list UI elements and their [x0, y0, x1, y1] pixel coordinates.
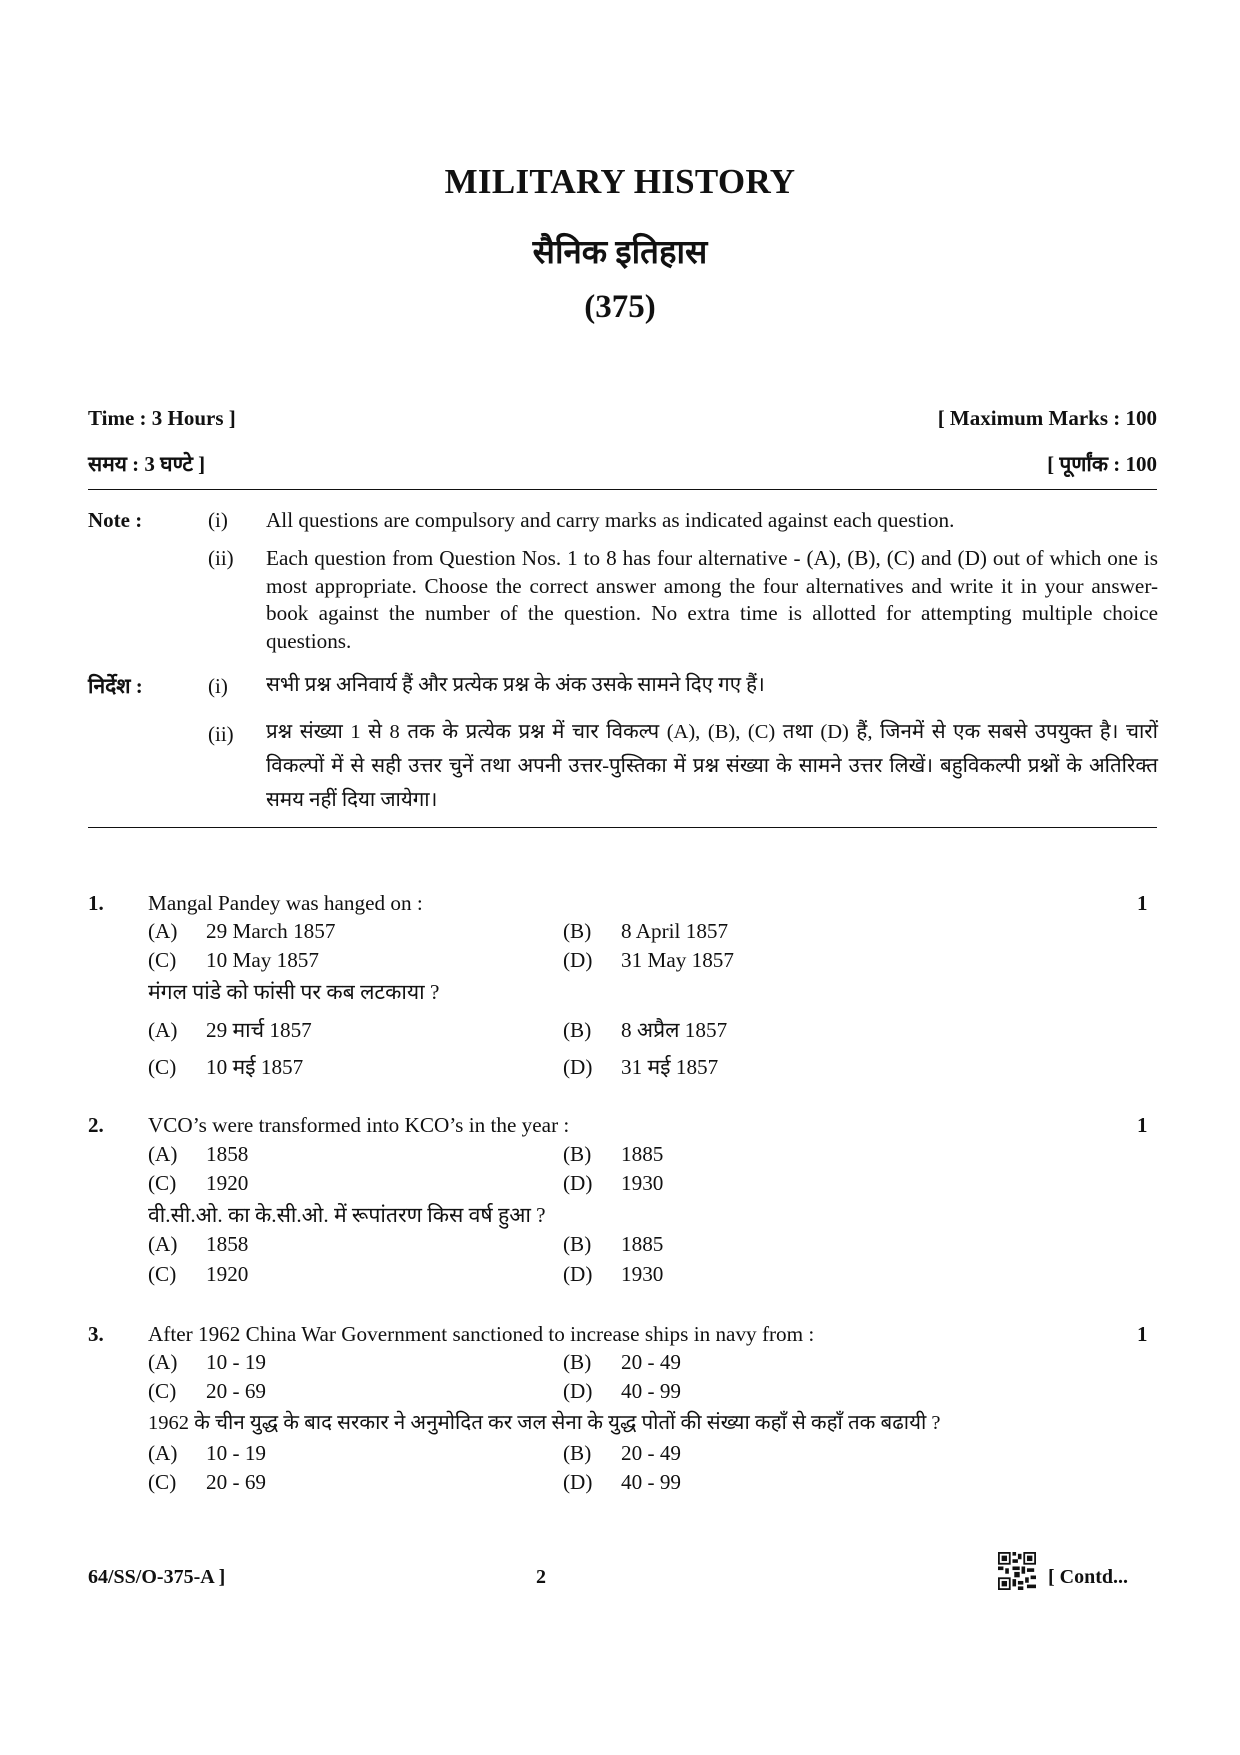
option-c	[148, 948, 319, 973]
option-text: 20 - 69	[206, 1470, 267, 1494]
option-label: (C)	[148, 1470, 177, 1494]
option-text: 29 March 1857	[206, 919, 336, 943]
option-label: (C)	[148, 948, 177, 972]
option-d	[563, 1470, 681, 1495]
option-text: 20 - 49	[621, 1350, 682, 1374]
option-c	[148, 1379, 266, 1404]
option-a	[148, 1441, 266, 1466]
option-label: (A)	[148, 1142, 178, 1166]
option-b	[563, 1142, 663, 1167]
question-text-hindi: वी.सी.ओ. का के.सी.ओ. में रूपांतरण किस वर्ष हुआ ?	[148, 1203, 546, 1227]
option-text: 1885	[621, 1232, 664, 1256]
option-c	[148, 1262, 248, 1287]
notes-divider	[88, 827, 1157, 828]
note-text: All questions are compulsory and carry marks as indicated against each question.	[266, 508, 955, 532]
option-text: 8 अप्रैल 1857	[621, 1018, 728, 1042]
question-number: 1.	[88, 891, 104, 915]
option-text: 31 मई 1857	[621, 1055, 719, 1079]
option-text: 20 - 49	[621, 1441, 682, 1465]
option-b	[563, 1350, 681, 1375]
option-c	[148, 1171, 248, 1196]
question-marks: 1	[1137, 891, 1148, 915]
option-label: (D)	[563, 1262, 593, 1286]
question-marks: 1	[1137, 1322, 1148, 1346]
option-a	[148, 919, 335, 944]
option-text: 1885	[621, 1142, 664, 1166]
option-label: (D)	[563, 1055, 593, 1079]
option-text: 31 May 1857	[621, 948, 734, 972]
time-english: Time : 3 Hours ]	[88, 406, 236, 430]
option-label: (A)	[148, 1232, 178, 1256]
option-text: 1920	[206, 1262, 249, 1286]
option-b	[563, 1015, 727, 1044]
option-c	[148, 1470, 266, 1495]
option-d	[563, 1171, 663, 1196]
option-d	[563, 1262, 663, 1287]
qr-code-icon	[998, 1552, 1036, 1590]
note-num: (i)	[208, 508, 228, 532]
option-label: (A)	[148, 1441, 178, 1465]
question-number: 3.	[88, 1322, 104, 1346]
option-text: 10 - 19	[206, 1441, 267, 1465]
max-marks-hindi: [ पूर्णांक : 100	[1047, 452, 1157, 476]
option-label: (C)	[148, 1379, 177, 1403]
max-marks-english: [ Maximum Marks : 100	[937, 406, 1157, 430]
option-text: 10 May 1857	[206, 948, 319, 972]
option-a	[148, 1350, 266, 1375]
note-num: (ii)	[208, 546, 234, 570]
option-text: 29 मार्च 1857	[206, 1018, 312, 1042]
option-label: (D)	[563, 1171, 593, 1195]
option-text: 1858	[206, 1232, 249, 1256]
option-label: (B)	[563, 1350, 592, 1374]
option-d	[563, 1379, 681, 1404]
question-number: 2.	[88, 1113, 104, 1137]
option-label: (B)	[563, 1142, 592, 1166]
option-text: 8 April 1857	[621, 919, 729, 943]
option-label: (A)	[148, 1018, 178, 1042]
note-label-english: Note :	[88, 508, 143, 532]
option-text: 1930	[621, 1262, 664, 1286]
question-text-english: VCO’s were transformed into KCO’s in the year :	[148, 1113, 570, 1137]
option-label: (D)	[563, 1470, 593, 1494]
time-hindi: समय : 3 घण्टे ]	[88, 452, 206, 476]
option-c	[148, 1052, 303, 1081]
note-label-hindi: निर्देश :	[88, 674, 143, 698]
option-label: (D)	[563, 948, 593, 972]
question-marks: 1	[1137, 1113, 1148, 1137]
option-text: 40 - 99	[621, 1379, 682, 1403]
option-text: 20 - 69	[206, 1379, 267, 1403]
option-text: 1930	[621, 1171, 664, 1195]
footer-page-number: 2	[536, 1566, 546, 1588]
note-num: (i)	[208, 674, 228, 698]
option-text: 10 मई 1857	[206, 1055, 304, 1079]
option-text: 1920	[206, 1171, 249, 1195]
question-text-english: After 1962 China War Government sanctioned to increase ships in navy from :	[148, 1322, 815, 1346]
option-a	[148, 1142, 248, 1167]
option-a	[148, 1015, 312, 1044]
option-label: (B)	[563, 1441, 592, 1465]
option-label: (A)	[148, 919, 178, 943]
question-text-hindi: 1962 के चीन युद्ध के बाद सरकार ने अनुमोदित कर जल सेना के युद्ध पोतों की संख्या कहाँ से कहाँ तक बढायी ?	[148, 1412, 941, 1434]
note-text: Each question from Question Nos. 1 to 8 has four alternative - (A), (B), (C) and (D) out of which one is most appropriate. Choose the correct answer among the four alternatives and write it in your answer-book against the number of the question. No extra time is allotted for attempting multiple choice questions.	[266, 546, 1158, 653]
question-text-english: Mangal Pandey was hanged on :	[148, 891, 423, 915]
option-label: (D)	[563, 1379, 593, 1403]
option-d	[563, 1052, 718, 1081]
option-a	[148, 1232, 248, 1257]
option-text: 40 - 99	[621, 1470, 682, 1494]
header-divider	[88, 489, 1157, 490]
note-text: प्रश्न संख्या 1 से 8 तक के प्रत्येक प्रश्न में चार विकल्प (A), (B), (C) तथा (D) हैं, जिनमें से एक सबसे उपयुक्त है। चारों विकल्पों में से सही उत्तर चुनें तथा अपनी उत्तर-पुस्तिका में प्रश्न संख्या के सामने उत्तर लिखें। बहुविकल्पी प्रश्नों के अतिरिक्त समय नहीं दिया जायेगा।	[266, 721, 1158, 811]
subject-code: (375)	[584, 289, 656, 325]
option-label: (B)	[563, 919, 592, 943]
option-b	[563, 919, 728, 944]
question-text-hindi: मंगल पांडे को फांसी पर कब लटकाया ?	[148, 980, 440, 1004]
option-b	[563, 1441, 681, 1466]
option-label: (C)	[148, 1171, 177, 1195]
option-label: (C)	[148, 1055, 177, 1079]
option-d	[563, 948, 734, 973]
option-label: (C)	[148, 1262, 177, 1286]
footer-contd: [ Contd...	[1048, 1566, 1129, 1588]
option-label: (A)	[148, 1350, 178, 1374]
option-text: 10 - 19	[206, 1350, 267, 1374]
footer-paper-code: 64/SS/O-375-A ]	[88, 1566, 226, 1588]
option-text: 1858	[206, 1142, 249, 1166]
option-label: (B)	[563, 1232, 592, 1256]
title-hindi: सैनिक इतिहास	[532, 235, 708, 271]
option-label: (B)	[563, 1018, 592, 1042]
note-text: सभी प्रश्न अनिवार्य हैं और प्रत्येक प्रश्न के अंक उसके सामने दिए गए हैं।	[266, 674, 765, 696]
title-english: MILITARY HISTORY	[444, 162, 796, 201]
option-b	[563, 1232, 663, 1257]
note-num: (ii)	[208, 722, 234, 746]
